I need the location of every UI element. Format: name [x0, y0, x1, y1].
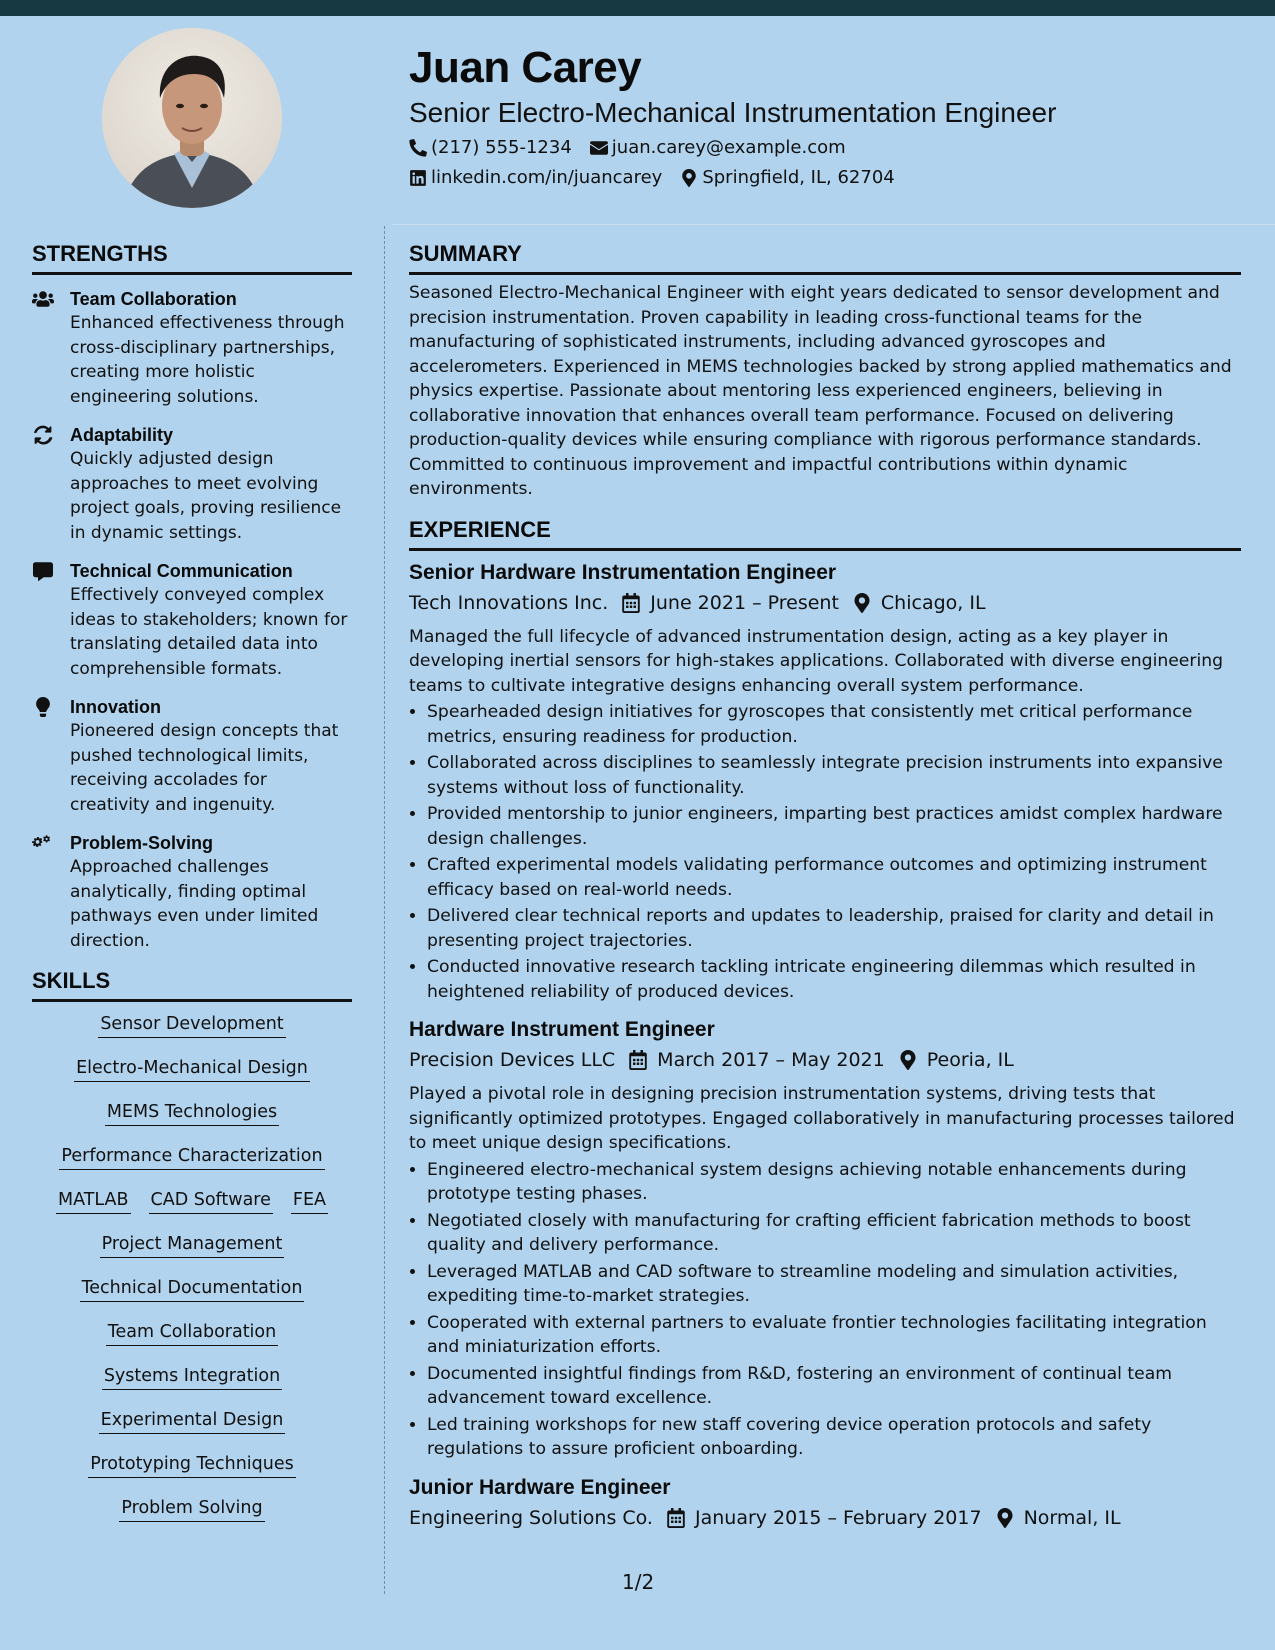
header-divider [392, 224, 1275, 225]
linkedin-text: linkedin.com/in/juancarey [431, 167, 663, 188]
skills-list [32, 1012, 352, 1540]
bullet-item: • Led training workshops for new staff covering device operation protocols and safety regulations to assure proficient onboarding. [427, 1413, 1241, 1462]
envelope-icon [590, 139, 608, 157]
phone-icon [409, 139, 427, 157]
job-meta [409, 1046, 1241, 1074]
bullet-item: • Provided mentorship to junior engineers, imparting best practices amidst complex hardware design challenges. [427, 802, 1241, 851]
job-title: Hardware Instrument Engineer [409, 1018, 715, 1041]
skill-tag: Team Collaboration [106, 1320, 278, 1346]
job-bullets [409, 1158, 1241, 1462]
strength-desc: Quickly adjusted design approaches to meet evolving project goals, proving resilience in dynamic settings. [70, 449, 342, 543]
skill-tag: MATLAB [56, 1188, 131, 1214]
map-pin-icon [680, 169, 698, 187]
profile-photo [102, 28, 282, 208]
skill-tag: Experimental Design [99, 1408, 286, 1434]
job-dates: March 2017 – May 2021 [657, 1049, 885, 1071]
job-meta [409, 589, 1241, 617]
resume-header [409, 40, 1249, 190]
job-entry [409, 1474, 1241, 1532]
page-number: 1/2 [622, 1570, 655, 1594]
job-location: Normal, IL [1023, 1506, 1121, 1529]
skills-heading: SKILLS [32, 967, 352, 1002]
calendar-icon [629, 1050, 647, 1070]
contact-row-2 [409, 166, 1249, 190]
right-column [409, 240, 1241, 1532]
skill-tag: FEA [291, 1188, 328, 1214]
company-name: Engineering Solutions Co. [409, 1506, 653, 1529]
company-name: Tech Innovations Inc. [409, 591, 609, 614]
left-column [32, 240, 352, 1540]
skill-tag: Technical Documentation [80, 1276, 305, 1302]
job-description: Managed the full lifecycle of advanced instrumentation design, acting as a key player in developing inertial sensors for high-stakes applications. Collaborated with diverse engineering teams to cultivate integrative designs enhancing overall system performance. [409, 626, 1224, 696]
strength-name: Technical Communication [70, 561, 293, 581]
job-location: Chicago, IL [880, 591, 986, 614]
location-contact [680, 166, 894, 190]
sync-icon [32, 425, 54, 445]
skill-tag: Systems Integration [102, 1364, 282, 1390]
summary-text: Seasoned Electro-Mechanical Engineer with eight years dedicated to sensor development and precision instrumentation. Proven capability in leading cross-functional teams for the manufacturing of sophisticated instruments, including advanced gyroscopes and accelerometers. Experienced in MEMS technologies backed by strong applied mathematics and physics expertise. Passionate about mentoring less experienced engineers, believing in collaborative innovation that enhances overall team performance. Focused on delivering production-quality devices while ensuring compliance with rigorous performance standards. Committed to continuous improvement and impactful contributions within dynamic environments. [409, 283, 1232, 499]
strength-name: Problem-Solving [70, 833, 214, 853]
strength-desc: Effectively conveyed complex ideas to stakeholders; known for translating detailed data into comprehensible formats. [70, 585, 348, 679]
users-icon [32, 289, 54, 309]
map-pin-icon [996, 1508, 1014, 1528]
skill-tag: MEMS Technologies [105, 1100, 279, 1126]
bullet-item: • Engineered electro-mechanical system designs achieving notable enhancements during prototype testing phases. [427, 1158, 1241, 1207]
strength-name: Adaptability [70, 425, 174, 445]
bullet-item: • Collaborated across disciplines to seamlessly integrate precision instruments into expansive systems without loss of functionality. [427, 751, 1241, 800]
map-pin-icon [853, 593, 871, 613]
bullet-item: • Delivered clear technical reports and updates to leadership, praised for clarity and detail in presenting project trajectories. [427, 904, 1241, 953]
skill-tag: Electro-Mechanical Design [74, 1056, 310, 1082]
bullet-item: • Spearheaded design initiatives for gyroscopes that consistently met critical performance metrics, ensuring readiness for production. [427, 700, 1241, 749]
skill-tag: Performance Characterization [59, 1144, 324, 1170]
contact-row-1 [409, 136, 1249, 160]
bullet-item: • Conducted innovative research tackling intricate engineering dilemmas which resulted in heightened reliability of produced devices. [427, 955, 1241, 1004]
gears-icon [32, 833, 54, 853]
job-description: Played a pivotal role in designing precision instrumentation systems, driving tests that significantly optimized prototypes. Engaged collaboratively in manufacturing processes tailored to meet unique design specifications. [409, 1084, 1235, 1153]
linkedin-icon [409, 169, 427, 187]
skill-tag: Problem Solving [119, 1496, 264, 1522]
skill-tag: CAD Software [149, 1188, 273, 1214]
summary-heading: SUMMARY [409, 240, 1241, 275]
email-contact[interactable] [590, 136, 846, 160]
job-title: Junior Hardware Engineer [409, 1475, 671, 1499]
bullet-item: • Negotiated closely with manufacturing for crafting efficient fabrication methods to boost quality and delivery performance. [427, 1209, 1241, 1258]
job-entry [409, 559, 1241, 1005]
email-text: juan.carey@example.com [611, 137, 846, 158]
strength-desc: Enhanced effectiveness through cross-disciplinary partnerships, creating more holistic engineering solutions. [70, 313, 345, 407]
calendar-icon [667, 1508, 685, 1528]
job-dates: January 2015 – February 2017 [694, 1506, 982, 1529]
map-pin-icon [899, 1050, 917, 1070]
strength-desc: Approached challenges analytically, finding optimal pathways even under limited direction. [70, 857, 319, 951]
job-dates: June 2021 – Present [650, 591, 839, 614]
job-title: Senior Hardware Instrumentation Engineer [409, 560, 837, 584]
job-entry [409, 1016, 1241, 1462]
bullet-item: • Leveraged MATLAB and CAD software to streamline modeling and simulation activities, expediting time-to-market strategies. [427, 1260, 1241, 1309]
strength-item [32, 695, 352, 817]
strengths-list [32, 287, 352, 953]
linkedin-contact[interactable] [409, 166, 662, 190]
bullet-item: • Crafted experimental models validating performance outcomes and optimizing instrument efficacy based on real-world needs. [427, 853, 1241, 902]
strength-item [32, 287, 352, 409]
job-bullets [409, 700, 1241, 1004]
candidate-name: Juan Carey [409, 43, 642, 92]
lightbulb-icon [32, 697, 54, 717]
company-name: Precision Devices LLC [409, 1049, 616, 1071]
bullet-item: • Documented insightful findings from R&D, fostering an environment of continual team advancement toward excellence. [427, 1362, 1241, 1411]
experience-heading: EXPERIENCE [409, 516, 1241, 551]
strengths-heading: STRENGTHS [32, 240, 352, 275]
strength-item [32, 831, 352, 953]
strength-item [32, 423, 352, 545]
location-text: Springfield, IL, 62704 [702, 167, 895, 188]
skill-tag: Sensor Development [98, 1012, 285, 1038]
strength-desc: Pioneered design concepts that pushed technological limits, receiving accolades for creativity and ingenuity. [70, 721, 339, 815]
strength-name: Team Collaboration [70, 289, 237, 309]
calendar-icon [622, 593, 640, 613]
column-divider [384, 226, 385, 1594]
phone-text: (217) 555-1234 [431, 137, 572, 158]
bullet-item: • Cooperated with external partners to evaluate frontier technologies facilitating integration and miniaturization efforts. [427, 1311, 1241, 1360]
skill-tag: Project Management [100, 1232, 285, 1258]
job-meta [409, 1504, 1241, 1532]
skill-tag: Prototyping Techniques [88, 1452, 296, 1478]
strength-item [32, 559, 352, 681]
job-location: Peoria, IL [926, 1049, 1014, 1071]
candidate-title: Senior Electro-Mechanical Instrumentation Engineer [409, 97, 1057, 128]
strength-name: Innovation [70, 697, 161, 717]
phone-contact[interactable] [409, 136, 572, 160]
top-bar [0, 0, 1275, 16]
comment-icon [32, 561, 54, 581]
